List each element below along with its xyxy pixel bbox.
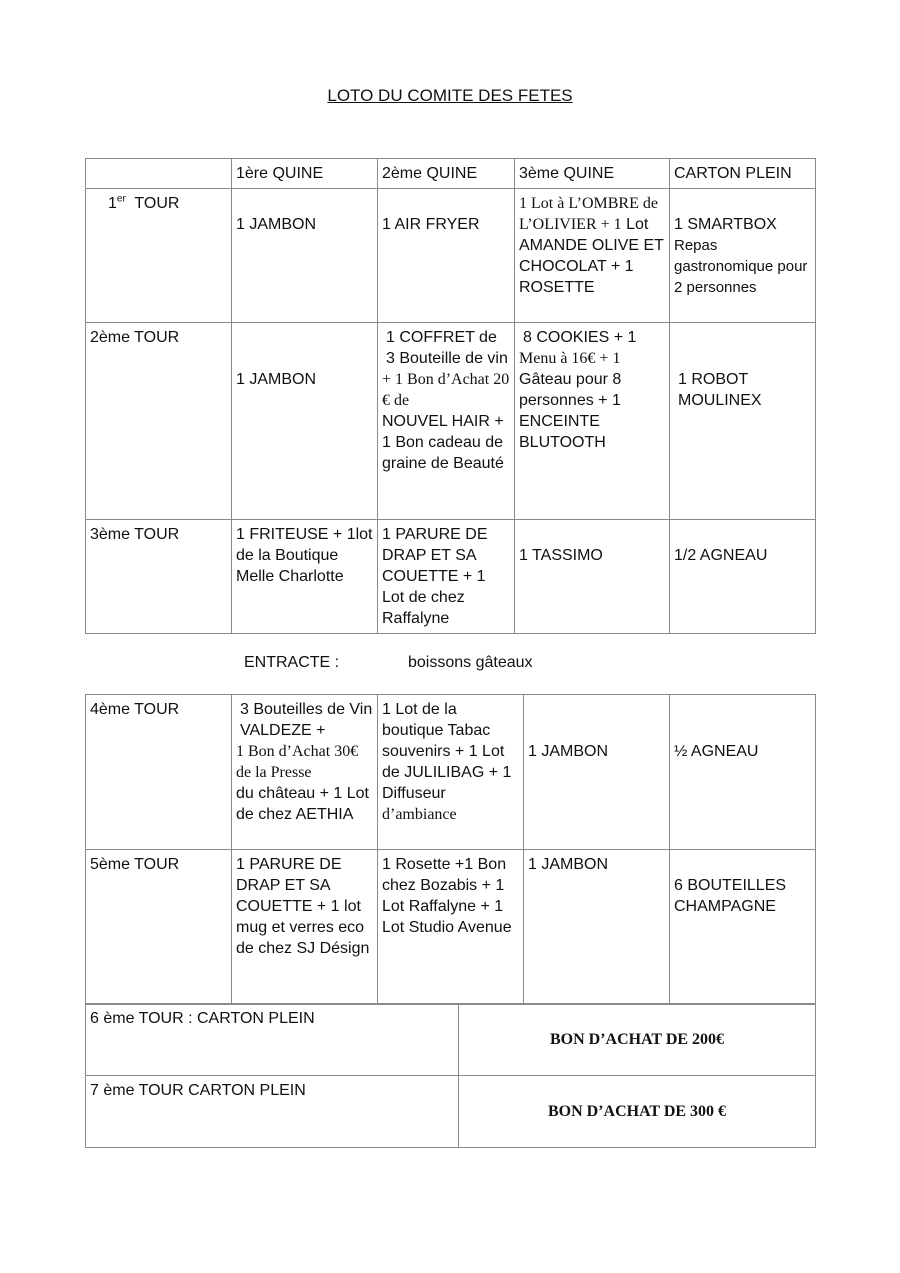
tour-5-quine-2: 1 Rosette +1 Bon chez Bozabis + 1 Lot Raffalyne + 1 Lot Studio Avenue <box>378 850 524 1005</box>
tour-1-quine-1: 1 JAMBON <box>232 189 378 323</box>
header-quine-1: 1ère QUINE <box>232 159 378 189</box>
tour-7-label: 7 ème TOUR CARTON PLEIN <box>86 1076 459 1148</box>
tour-3-quine-3: 1 TASSIMO <box>515 520 670 634</box>
tour-4-quine-2: 1 Lot de la boutique Tabac souvenirs + 1 Lot de JULILIBAG + 1 Diffuseur d’ambiance <box>378 695 524 850</box>
header-empty-cell <box>86 159 232 189</box>
prize-table-part1 <box>85 158 816 634</box>
tour-6-label: 6 ème TOUR : CARTON PLEIN <box>86 1004 459 1076</box>
tour-5-carton-plein: 6 BOUTEILLES CHAMPAGNE <box>670 850 816 1005</box>
tour-5-quine-3: 1 JAMBON <box>524 850 670 1005</box>
prize-table-part3 <box>85 1003 816 1148</box>
prize-table-part2 <box>85 694 816 1005</box>
table-row-tour-6 <box>86 1004 816 1076</box>
table-row-tour-2 <box>86 323 816 520</box>
tour-2-carton-plein: 1 ROBOT MOULINEX <box>670 323 816 520</box>
tour-5-quine-1: 1 PARURE DE DRAP ET SA COUETTE + 1 lot mug et verres eco de chez SJ Désign <box>232 850 378 1005</box>
tour-1-quine-2: 1 AIR FRYER <box>378 189 515 323</box>
table-row-tour-4 <box>86 695 816 850</box>
tour-3-quine-2: 1 PARURE DE DRAP ET SA COUETTE + 1 Lot de chez Raffalyne <box>378 520 515 634</box>
tour-1-label: 1er TOUR <box>86 189 232 323</box>
table-row-tour-5 <box>86 850 816 1005</box>
header-quine-2: 2ème QUINE <box>378 159 515 189</box>
tour-1-carton-plein: 1 SMARTBOX Repas gastronomique pour 2 personnes <box>670 189 816 323</box>
table-row-tour-1 <box>86 189 816 323</box>
tour-3-label: 3ème TOUR <box>86 520 232 634</box>
tour-4-label: 4ème TOUR <box>86 695 232 850</box>
tour-4-quine-3: 1 JAMBON <box>524 695 670 850</box>
entracte-label: ENTRACTE : <box>244 654 340 671</box>
tour-2-label: 2ème TOUR <box>86 323 232 520</box>
header-row <box>86 159 816 189</box>
tour-3-quine-1: 1 FRITEUSE + 1lot de la Boutique Melle Charlotte <box>232 520 378 634</box>
entracte-value: boissons gâteaux <box>408 654 533 671</box>
tour-2-quine-2: 1 COFFRET de 3 Bouteille de vin + 1 Bon d’Achat 20 € de NOUVEL HAIR + 1 Bon cadeau de graine de Beauté <box>378 323 515 520</box>
table-row-tour-3 <box>86 520 816 634</box>
tour-2-quine-3: 8 COOKIES + 1 Menu à 16€ + 1 Gâteau pour 8 personnes + 1 ENCEINTE BLUTOOTH <box>515 323 670 520</box>
page-title: LOTO DU COMITE DES FETES <box>327 86 573 105</box>
tour-5-label: 5ème TOUR <box>86 850 232 1005</box>
tour-3-carton-plein: 1/2 AGNEAU <box>670 520 816 634</box>
header-carton-plein: CARTON PLEIN <box>670 159 816 189</box>
tour-2-quine-1: 1 JAMBON <box>232 323 378 520</box>
tour-1-quine-3: 1 Lot à L’OMBRE de L’OLIVIER + 1 Lot AMANDE OLIVE ET CHOCOLAT + 1 ROSETTE <box>515 189 670 323</box>
tour-4-carton-plein: ½ AGNEAU <box>670 695 816 850</box>
tour-7-prize: BON D’ACHAT DE 300 € <box>459 1076 816 1148</box>
tour-6-prize: BON D’ACHAT DE 200€ <box>459 1004 816 1076</box>
header-quine-3: 3ème QUINE <box>515 159 670 189</box>
tour-4-quine-1: 3 Bouteilles de Vin VALDEZE + 1 Bon d’Achat 30€ de la Presse du château + 1 Lot de chez AETHIA <box>232 695 378 850</box>
table-row-tour-7 <box>86 1076 816 1148</box>
entracte-line <box>244 654 533 672</box>
